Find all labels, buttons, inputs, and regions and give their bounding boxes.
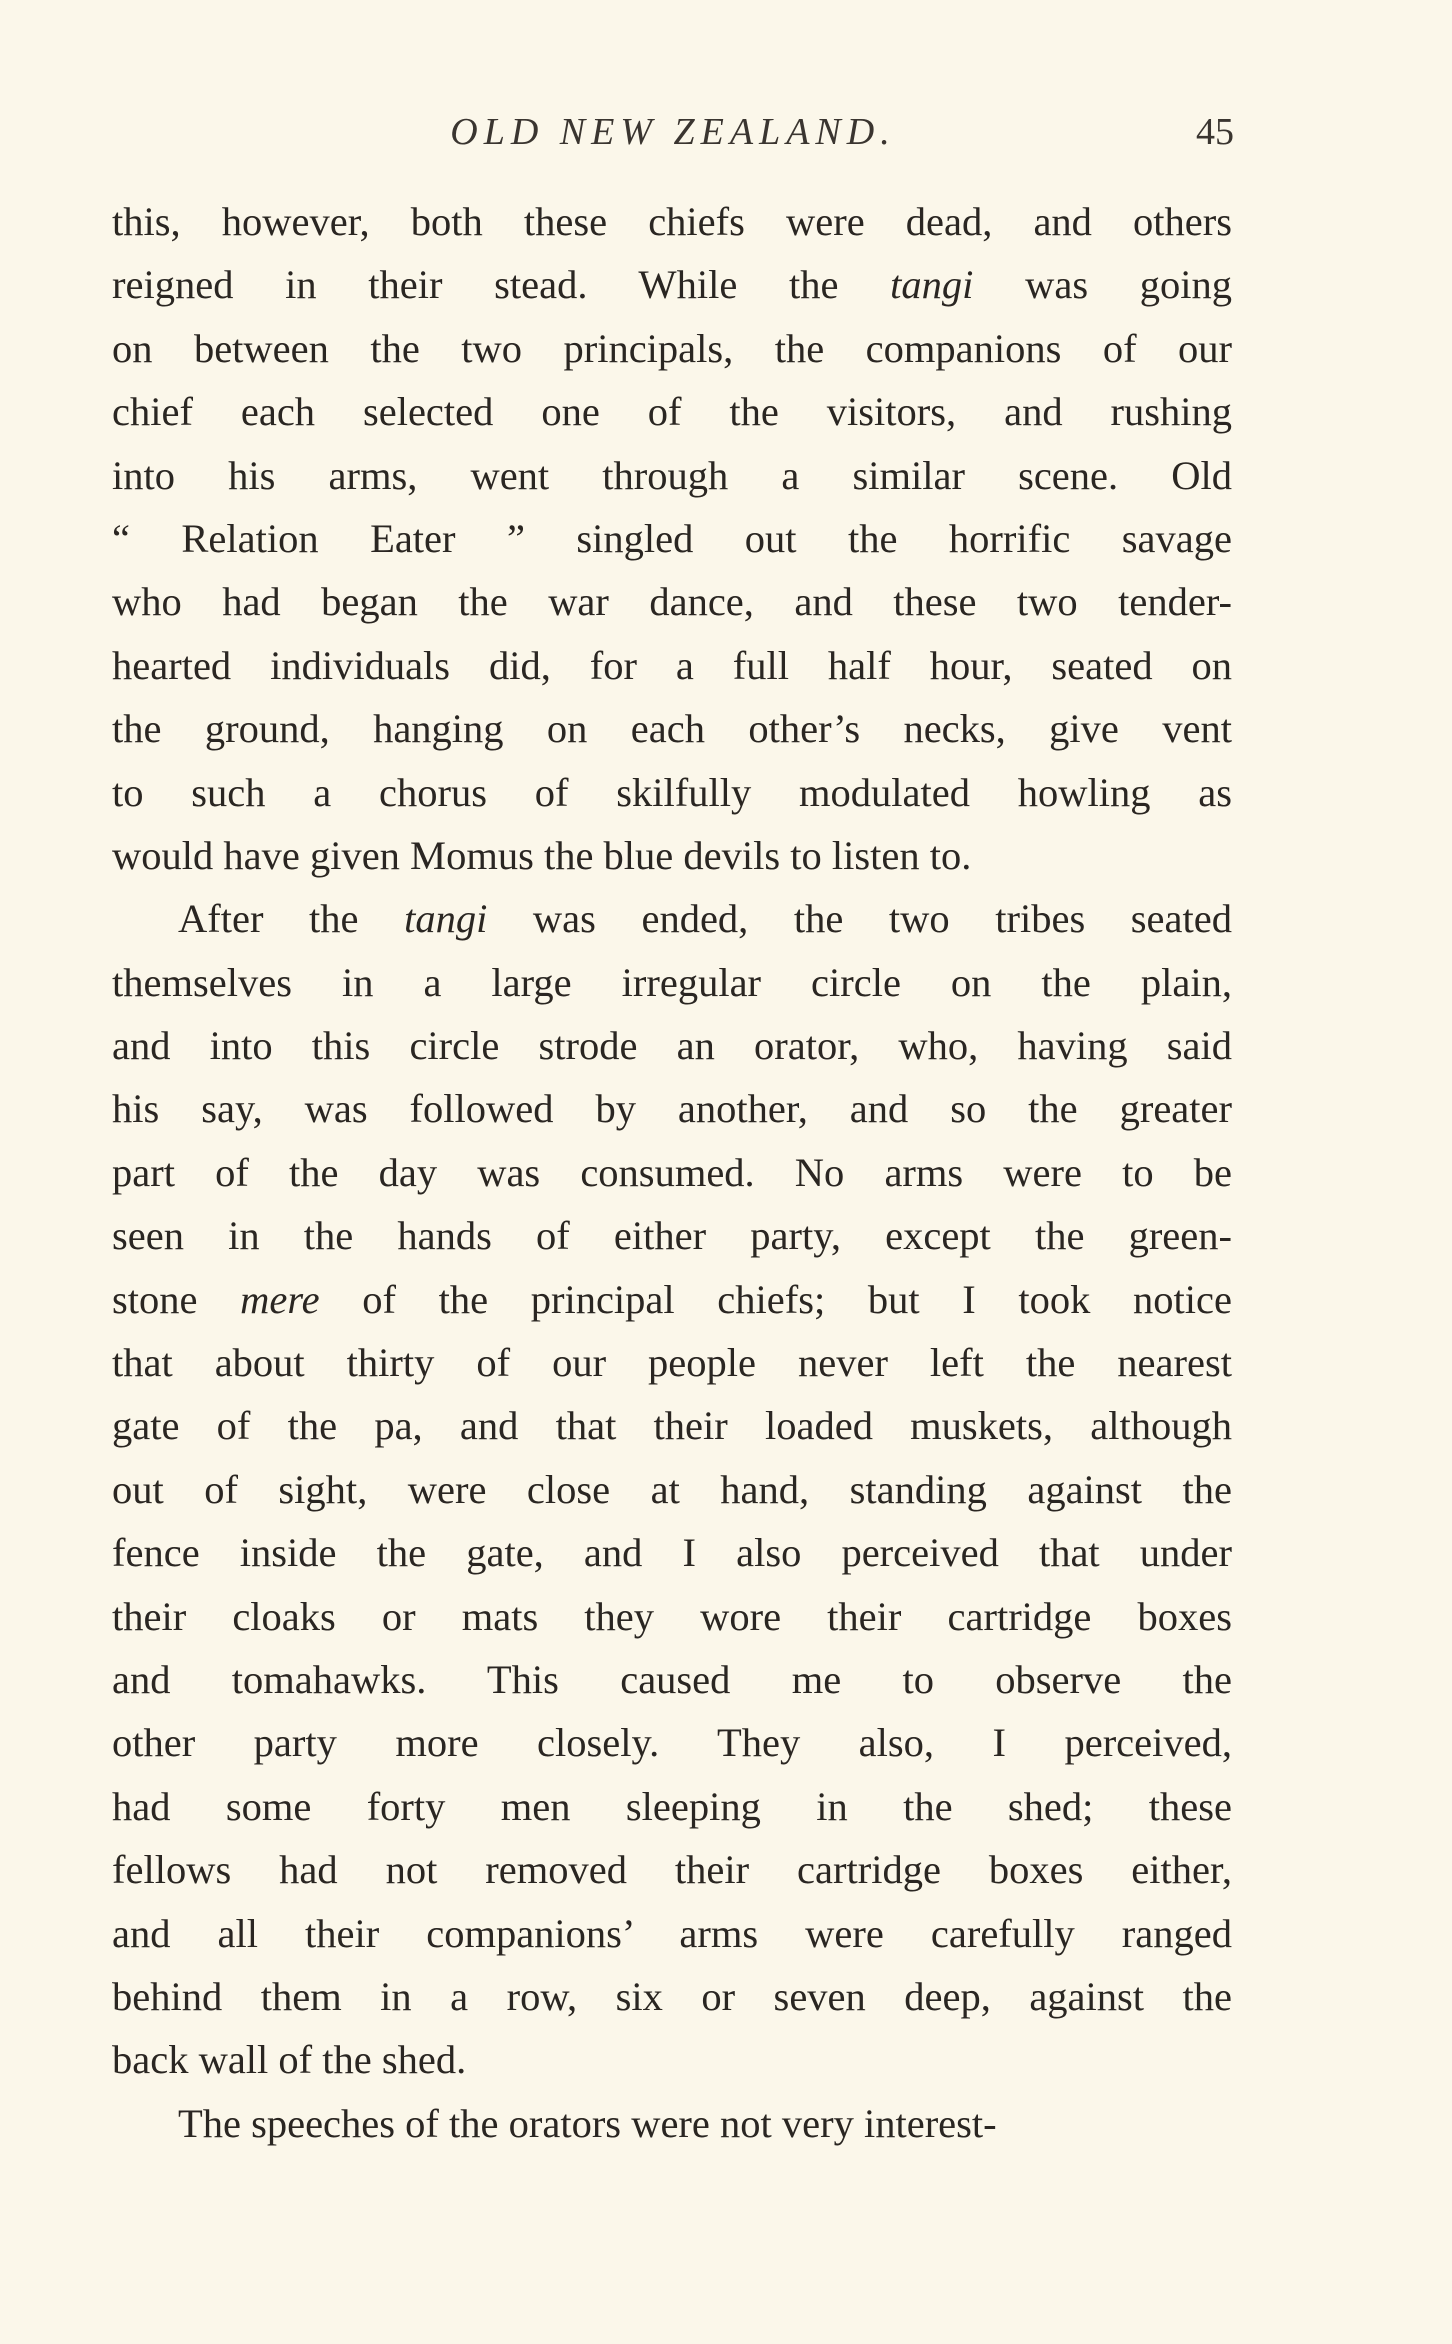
text-line: who had began the war dance, and these two tender-	[112, 579, 1232, 625]
text-line: back wall of the shed.	[112, 2037, 467, 2083]
text-line: to such a chorus of skilfully modulated howling as	[112, 769, 1232, 815]
italic-word: tangi	[404, 896, 488, 942]
text-line: fellows had not removed their cartridge boxes either,	[112, 1847, 1232, 1893]
text-line: chief each selected one of the visitors, and rushing	[112, 389, 1232, 435]
text-line: gate of the pa, and that their loaded muskets, although	[112, 1403, 1232, 1449]
text-line: reigned in their stead. While the tangi was going	[112, 262, 1232, 308]
text-line: this, however, both these chiefs were dead, and others	[112, 199, 1232, 244]
text-line: other party more closely. They also, I perceived,	[112, 1720, 1232, 1766]
text-line: fence inside the gate, and I also perceived that under	[112, 1530, 1232, 1576]
paragraph	[112, 2092, 1232, 2155]
text-line: the ground, hanging on each other’s necks, give vent	[112, 706, 1232, 752]
text-line: stone mere of the principal chiefs; but I took notice	[112, 1276, 1232, 1322]
running-head	[112, 110, 1234, 170]
text-line: that about thirty of our people never left the nearest	[112, 1340, 1232, 1386]
page-number: 45	[1196, 111, 1234, 153]
text-line: and all their companions’ arms were carefully ranged	[112, 1910, 1232, 1956]
italic-word: mere	[240, 1276, 320, 1322]
text-line: on between the two principals, the companions of our	[112, 325, 1232, 371]
text-line: their cloaks or mats they wore their cartridge boxes	[112, 1593, 1232, 1639]
text-line: into his arms, went through a similar scene. Old	[112, 452, 1232, 498]
text-line: and into this circle strode an orator, who, having said	[112, 1023, 1232, 1069]
text-line: would have given Momus the blue devils to listen to.	[112, 832, 972, 878]
text-line: part of the day was consumed. No arms were to be	[112, 1149, 1232, 1195]
text-line: The speeches of the orators were not very interest-	[178, 2100, 997, 2146]
text-line: out of sight, were close at hand, standing against the	[112, 1466, 1232, 1512]
paragraph	[112, 887, 1232, 2091]
running-title: OLD NEW ZEALAND.	[450, 111, 896, 153]
text-line: had some forty men sleeping in the shed; these	[112, 1783, 1232, 1829]
body-text	[112, 190, 1232, 2155]
text-line: themselves in a large irregular circle on the plain,	[112, 959, 1232, 1005]
text-line: seen in the hands of either party, except the green-	[112, 1213, 1232, 1259]
text-line: his say, was followed by another, and so the greater	[112, 1086, 1232, 1132]
text-line: “ Relation Eater ” singled out the horrific savage	[112, 515, 1232, 561]
text-line: After the tangi was ended, the two tribes seated	[178, 896, 1232, 942]
text-line: hearted individuals did, for a full half hour, seated on	[112, 642, 1232, 688]
paragraph	[112, 190, 1232, 887]
text-line: behind them in a row, six or seven deep, against the	[112, 1973, 1232, 2019]
text-line: and tomahawks. This caused me to observe the	[112, 1656, 1232, 1702]
italic-word: tangi	[890, 262, 974, 308]
